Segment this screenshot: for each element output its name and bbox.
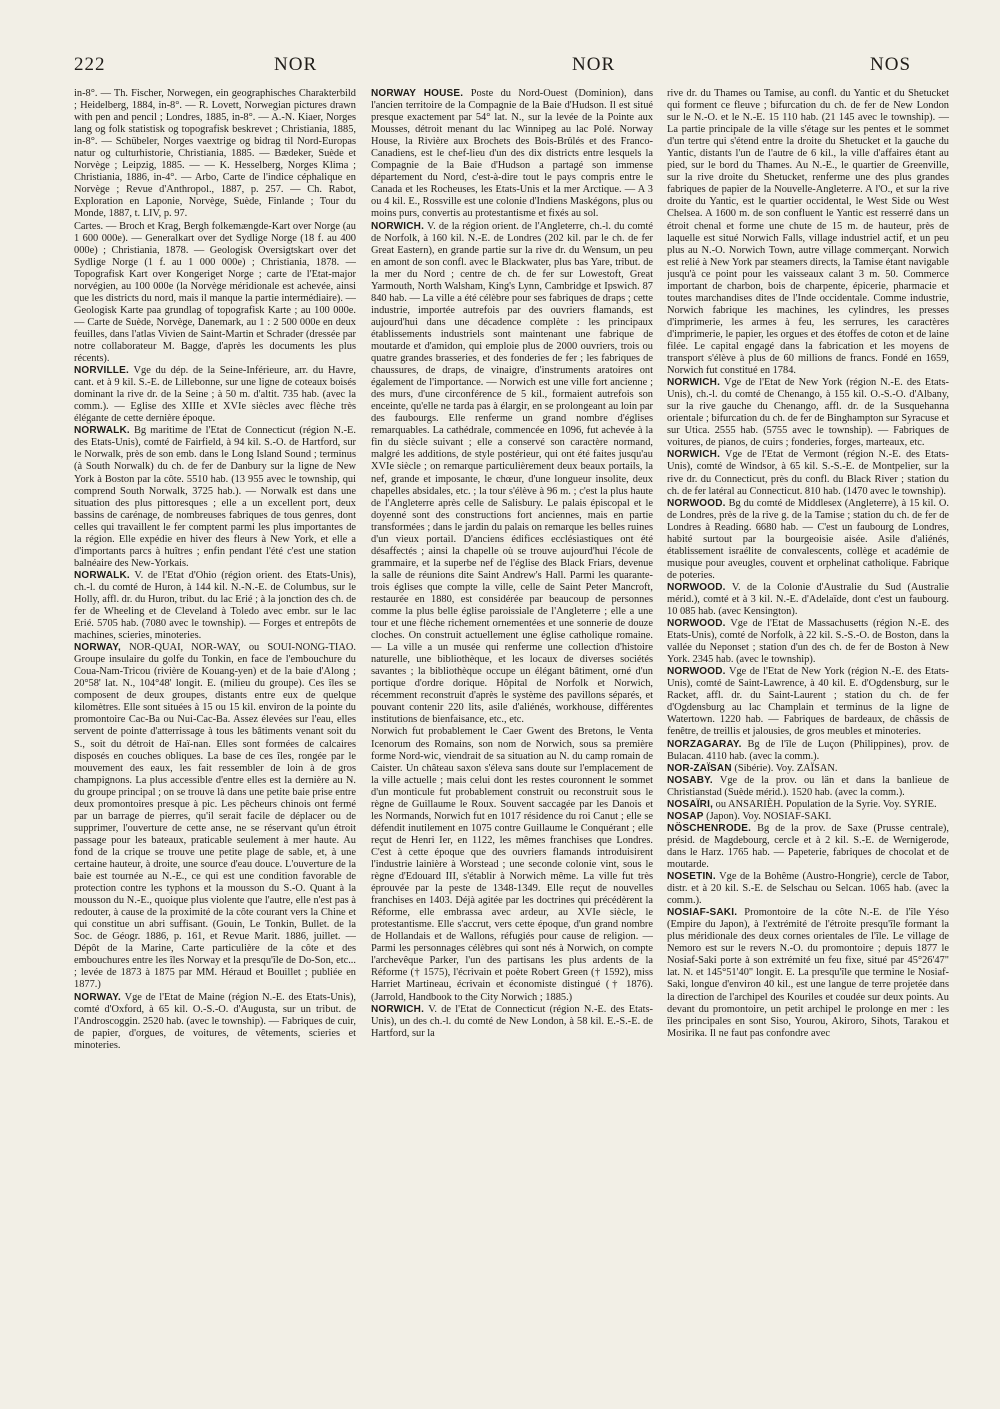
entry-text: V. de la Colonie d'Australie du Sud (Australie mérid.), comté et à 3 kil. N.-E. d'Adelaïde, dont c'est un faubourg. 10 085 hab. (avec Kensington). [667, 581, 949, 618]
entry-text: Bg du comté de Middlesex (Angleterre), à 15 kil. O. de Londres, près de la rive g. de la Tamise ; station du ch. de fer de Londres à Reading. 6680 hab. — C'est un faubourg de Londres, habité surtout par la bourgeoisie aisée. Asile d'aliénés, établissement israélite de convalescents, collège et académie de musique pour aveugles, couvent et orphelinat catholique. Fabrique de poteries. [667, 497, 949, 581]
entry-headword: NOR-ZAÏSAN [667, 762, 732, 774]
entry-headword: NOSAÏRI, [667, 798, 714, 810]
dictionary-entry [371, 221, 653, 727]
dictionary-entry [667, 618, 949, 666]
dictionary-entry [371, 1004, 653, 1040]
entry-headword: NORWICH. [667, 449, 721, 461]
entry-text: Poste du Nord-Ouest (Dominion), dans l'ancien territoire de la Compagnie de la Baie d'Hudson. Il est situé presque exactement par 54° lat. N., sur la levée de la Pointe aux Mousses, détroit menant du lac Winnipeg au lac Polé. Norway House, la Rivière aux Brochets des Bois-Brûlés et des Franco-Canadiens, est le chef-lieu d'un des dix districts entre lesquels la Compagnie de la Baie d'Hudson a partagé son immense département du Nord, c'est-à-dire tout le pays compris entre le Canada et les Rocheuses, les Etats-Unis et la mer Arctique. — A 3 ou 4 kil. E., Rossville est une colonie d'Indiens Maskégons, plus ou moins purs, convertis au protestantisme et fixés au sol. [371, 88, 653, 220]
entry-text: Vge de la prov. ou län et dans la banlieue de Christianstad (Suède mérid.). 1520 hab. (avec la comm.). [667, 774, 949, 798]
entry-text: (Japon). Voy. NOSIAF-SAKI. [706, 810, 832, 822]
entry-text: Vge de l'Etat de New York (région N.-E. des Etats-Unis), comté de Saint-Lawrence, à 40 kil. E. d'Ogdensburg, sur le Racket, affl. dr. du Saint-Laurent ; station du ch. de fer d'Ogdensburg au lac Champlain et terminus de la ligne de Watertown. 1220 hab. — Fabriques de bardeaux, de châssis de fenêtre, de treillis et jalousies, de gros meubles et minoteries. [667, 666, 949, 738]
entry-headword: NORWALK. [74, 425, 130, 437]
dictionary-entry [371, 88, 653, 221]
dictionary-entry [371, 726, 653, 1003]
dictionary-entry [74, 425, 356, 570]
dictionary-entry [667, 582, 949, 618]
entry-headword: NORWICH. [667, 377, 721, 389]
dictionary-entry [667, 666, 949, 738]
dictionary-entry [667, 811, 949, 823]
entry-text: Cartes. — Broch et Krag, Bergh folkemængde-Kart over Norge (au 1 600 000e). — Generalkart over det Sydlige Norge (18 f. au 400 000e) ; Christiania, 1878. — Geologisk Oversigtskart over det Sydlige Norge (1 f. au 1 000 000e) ; Christiania, 1878. — Topografisk Kart over Kongeriget Norge ; carte de l'Etat-major norvégien, au 100 000e (la Norvège méridionale est achevée, ainsi que les districts du nord, mais il manque la partie intermédiaire). — Geologisk Karte paa grundlag of topografisk Karte ; au 100 000e. — Carte de Suède, Norvège, Danemark, au 1 : 2 500 000e en deux feuilles, dans l'atlas Vivien de Saint-Martin et Schrader (dressée par notre collaborateur M. Bagge, d'après les documents les plus récents). [74, 220, 356, 365]
entry-headword: NORZAGARAY. [667, 738, 742, 750]
dictionary-entry [74, 221, 356, 366]
dictionary-entry [667, 377, 949, 449]
dictionary-entry [667, 907, 949, 1040]
entry-text: rive dr. du Thames ou Tamise, au confl. du Yantic et du Shetucket qui forment ce fleuve ; bifurcation du ch. de fer de New London sur le N.-O. et le N.-E. 15 110 hab. (21 145 avec le township). — La partie principale de la ville s'étage sur les pentes et le sommet d'un tertre qui s'étend entre la droite du Shetucket et la gauche du Yantic, distants l'un de l'autre de 6 kil., la ville d'affaires étant au pied, sur le bord du Thames. Au N.-E., le quartier de Greenville, sur la rive droite du Shetucket, renferme une des plus grandes fabriques de papier de la Nouvelle-Angleterre. A l'O., et sur la rive droite du Yantic, est le quartier occidental, le West Side ou West Chelsea. A 1600 m. de son confluent le Yantic est resserré dans un étroit chenal et forme une chute de 15 m. de hauteur, près de laquelle est situé Norwich Falls, village industriel actif, et un peu plus au N.-O. Norwich Town, autre village commerçant. Norwich est relié à New York par steamers directs, la Tamise étant navigable jusqu'à ce point pour les vaisseaux calant 3 m. 50. Commerce important de charbon, bois de charpente, épicerie, pharmacie et toutes marchandises dites de l'Inde occidentale. Comme industrie, Norwich fabrique les machines, les cylindres, les presses d'imprimerie, les armes à feu, les serrures, les caractères d'imprimerie, le papier, les orgues et des étoffes de coton et de laine filée. Le capital engagé dans la fabrication et les moyens de transport s'élève à plus de 60 millions de francs. Fondé en 1659, Norwich fut constitué en 1784. [667, 88, 949, 377]
dictionary-entry [667, 88, 949, 377]
entry-text: Vge de l'Etat de Maine (région N.-E. des Etats-Unis), comté d'Oxford, à 65 kil. O.-S.-O. d'Augusta, sur un tribut. de l'Androscoggin. 2520 hab. (avec le township). — Fabriques de cuir, de papier, d'orgues, de voitures, de vêtements, scieries et minoteries. [74, 991, 356, 1051]
entry-text: ou ANSARIÈH. Population de la Syrie. Voy. SYRIE. [715, 798, 937, 810]
dictionary-entry [74, 365, 356, 425]
page-number: 222 [74, 54, 106, 75]
entry-text: V. de l'Etat d'Ohio (région orient. des Etats-Unis), ch.-l. du comté de Huron, à 144 kil. N.-N.-E. de Columbus, sur le Holly, affl. dr. du Huron, tribut. du lac Erié ; à la jonction des ch. de fer de Wheeling et de Cleveland à Toledo avec embr. sur le lac Erié. 5705 hab. (7080 avec le township). — Forges et entrepôts de machines, scieries, minoteries. [74, 569, 356, 642]
entry-headword: NOSAP [667, 810, 704, 822]
entry-headword: NOSABY. [667, 774, 713, 786]
entry-headword: NORWOOD. [667, 666, 726, 678]
header-middle-word: NOR [572, 54, 616, 75]
entry-text: Vge de l'Etat de New York (région N.-E. des Etats-Unis), ch.-l. du comté de Chenango, à 155 kil. O.-S.-O. d'Albany, sur la rive gauche du Chenango, affl. dr. de la Susquehanna orientale ; bifurcation du ch. de fer de Binghampton sur Syracuse et sur Utica. 2555 hab. (5755 avec le township). — Fabriques de voitures, de pianos, de cuirs ; fonderies, forges, marteaux, etc. [667, 377, 949, 449]
entry-text: Vge de l'Etat de Massachusetts (région N.-E. des Etats-Unis), comté de Norfolk, à 22 kil. S.-S.-O. de Boston, dans la vallée du Neponset ; station d'un des ch. de fer de Boston à New York. 2345 hab. (avec le township). [667, 618, 949, 666]
entry-text: NOR-QUAI, NOR-WAY, ou SOUI-NONG-TIAO. Groupe insulaire du golfe du Tonkin, en face de l'embouchure du Coua-Nam-Tricou (rivière de Kouang-yen) et de la baie d'Along ; 20°58' lat. N., 104°48' longit. E. (milieu du groupe). Ces îles se composent de deux groupes, distants entre eux de quelque kilomètres. Elle sont situées à 15 ou 15 kil. environ de la pointe du promontoire Cac-Ba ou Nui-Cac-Ba. Assez élevées sur l'eau, elles servent de pointe d'atterrissage à tous les bâtiments venant soit du S., soit du détroit de Haï-nan. Elles sont formées de calcaires disposés en couches obliques. La base de ces îles, rongée par le mouvement des eaux, les fait ressembler de loin à de gros champignons. La plus accessible d'entre elles est la dernière au N. du groupe principal ; on se trouve là dans une petite baie prise entre deux promontoires presque à pic. Les pêcheurs chinois ont fermé par un barrage de pierres, qu'il serait facile de déplacer ou de supprimer, l'ouverture de cette anse, ne se réservant qu'un étroit passage pour les bateaux, praticable seulement à mer haute. Au fond de la crique se trouve une petite plage de sable, et, à une certaine hauteur, à droite, une source d'eau douce. L'ouverture de la baie est tournée au N.-E., ce qui est une condition favorable de protection contre les typhons et la mousson du S.-O. Quant à la mousson du N.-E., quoique plus violente que l'autre, elle n'est pas à redouter, à cause de la proximité de la côte courant vers la Chine et qui constitue un abri suffisant. (Gouin, Le Tonkin, Bullet. de la Soc. de Géogr. 1886, p. 161, et Revue Marit. 1886, juillet. — Dépôt de la Marine, Carte particulière de la côte et des embouchures entre les îles Norway et la presqu'île de Do-Son, etc... ; levée de 1873 à 1875 par MM. Héraud et Bouillet ; publiée en 1877.) [74, 642, 356, 991]
entry-text: Norwich fut probablement le Caer Gwent des Bretons, le Venta Icenorum des Romains, son nom de Norwich, sous sa première forme Nord-wic, viendrait de sa situation au N. du camp romain de Caister. Un château saxon s'éleva sans doute sur l'emplacement de la ville actuelle ; mais celui dont les restes couronnent le sommet d'un monticule fut probablement construit ou reconstruit sous le règne de Guillaume le Roux. Souvent saccagée par les Danois et les Normands, Norwich fut en 1017 résidence du roi Canut ; elle se défendit inutilement en 1075 contre Guillaume le Conquérant ; elle reçut de Henri Ier, en 1122, les mêmes franchises que Londres. C'est à cette époque que des ouvriers flamands introduisirent l'industrie lainière à Worstead ; une seconde colonie vint, sous le règne d'Edouard III, s'établir à Norwich même. La ville fut très éprouvée par la peste de 1348-1349. Elle reçut de nouvelles franchises en 1403. Déjà agitée par les doctrines qui précédèrent la Réforme, elle embrassa avec ardeur, au XVIe siècle, le protestantisme. Elle s'accrut, vers cette époque, d'un grand nombre de Hollandais et de Wallons, réfugiés pour cause de religion. — Parmi les personnages célèbres qui sont nés à Norwich, on compte l'archevêque Parker, l'un des partisans les plus ardents de la Réforme († 1575), l'écrivain et poète Robert Green († 1592), miss Harriet Martineau, écrivain et économiste distingué († 1876). (Jarrold, Handbook to the City Norwich ; 1885.) [371, 726, 653, 1003]
text-column-1 [74, 88, 356, 1388]
dictionary-entry [667, 498, 949, 582]
entry-headword: NORVILLE. [74, 365, 129, 377]
entry-headword: NORWICH. [371, 1003, 425, 1015]
header-right-word: NOS [870, 54, 912, 75]
entry-headword: NORWAY. [74, 991, 121, 1003]
dictionary-entry [74, 570, 356, 642]
running-header [74, 54, 960, 78]
entry-text: (Sibérie). Voy. ZAÏSAN. [734, 762, 838, 774]
dictionary-entry [74, 992, 356, 1052]
dictionary-entry [667, 823, 949, 871]
dictionary-entry [74, 642, 356, 991]
entry-text: Vge du dép. de la Seine-Inférieure, arr. du Havre, cant. et à 9 kil. S.-E. de Lillebonne, sur une ligne de coteaux boisés dominant la rive dr. de la Seine ; à 50 m. d'altit. 735 hab. (avec la comm.). — Eglise des XIIIe et XVIe siècles avec flèche très élégante de cette dernière époque. [74, 365, 356, 425]
entry-headword: NORWOOD. [667, 497, 726, 509]
entry-headword: NORWAY, [74, 642, 121, 654]
entry-headword: NORWOOD. [667, 581, 726, 593]
entry-text: Promontoire de la côte N.-E. de l'île Yéso (Empire du Japon), à l'extrémité de l'étroite presqu'île formant la plus méridionale des deux cornes orientales de l'île. Le village de Nemoro est sur le revers N.-O. du promontoire ; depuis 1877 le Nosiaf-Saki porte à son extrémité un feu fixe, situé par 45°26'47" lat. N. et 145°51'40" longit. E. La presqu'île que termine le Nosiaf-Saki, longue d'environ 40 kil., est une langue de terre projetée dans la direction de l'archipel des Kouriles et coudée sur deux points. Au devant du promontoire, un petit archipel le prolonge en mer : les îles principales en sont Siso, Yourou, Akiroro, Sihots, Tarakou et Mosirika. Il ne faut pas confondre avec [667, 907, 949, 1039]
text-column-3 [667, 88, 949, 1388]
entry-headword: NOSETIN. [667, 871, 716, 883]
entry-text: in-8°. — Th. Fischer, Norwegen, ein geographisches Charakterbild ; Heidelberg, 1884, in-8°. — R. Lovett, Norwegian pictures drawn with pen and pencil ; Londres, 1885, in-8°. — A.-N. Kiaer, Norges lang og folk statistisk og topografisk beskrevet ; Christiania, 1885, in-8°. — Schübeler, Norges vaextrige og bidrag til Nord-Europas natur og culturhistorie, Christiania, 1885. — Bædeker, Suède et Norvège ; Leipzig, 1885. — — K. Hesselberg, Norges Klima ; Christiania, 1886, in-4°. — Arbo, Carte de l'indice céphalique en Norvège ; Revue d'Anthropol., 1887, p. 257. — Ch. Rabot, Exploration en Laponie, Norvège, Suède, Finlande ; Tour du Monde, 1887, t. LIV, p. 97. [74, 88, 356, 220]
entry-text: Vge de la Bohême (Austro-Hongrie), cercle de Tabor, distr. et à 20 kil. S.-E. de Selschau ou Selcan. 1065 hab. (avec la comm.). [667, 871, 949, 907]
entry-text: Vge de l'Etat de Vermont (région N.-E. des Etats-Unis), comté de Windsor, à 65 kil. S.-S.-E. de Montpelier, sur la rive dr. du Connecticut, près du confl. du Black River ; station du ch. de fer latéral au Connecticut. 810 hab. (1470 avec le township). [667, 449, 949, 497]
entry-text: Bg de l'île de Luçon (Philippines), prov. de Bulacan. 4110 hab. (avec la comm.). [667, 738, 949, 762]
dictionary-entry [667, 763, 949, 775]
entry-text: Bg maritime de l'Etat de Connecticut (région N.-E. des Etats-Unis), comté de Fairfield, à 94 kil. S.-O. de Hartford, sur le Norwalk, près de son emb. dans le Long Island Sound ; terminus (à South Norwalk) du ch. de fer de Danbury sur la ligne de New York à Boston par la côte. 5510 hab. (13 955 avec le township, qui comprend South Norwalk, 3725 hab.). — Norwalk est dans une situation des plus pittoresques ; elle a un excellent port, deux bassins de carénage, de nombreuses fabriques de tous genres, dont celles qui travaillent le fer comptent parmi les plus importantes de la région. Elle expédie en hiver des fleurs à New York, et elle a d'importants parcs à huîtres ; enfin pendant l'été c'est une station balnéaire des New-Yorkais. [74, 425, 356, 569]
dictionary-entry [667, 775, 949, 799]
entry-headword: NORWAY HOUSE. [371, 88, 464, 99]
dictionary-entry [667, 871, 949, 907]
header-left-word: NOR [274, 54, 318, 75]
entry-headword: NORWICH. [371, 220, 425, 232]
entry-headword: NOSIAF-SAKI. [667, 907, 738, 919]
dictionary-entry [667, 739, 949, 763]
text-column-2 [371, 88, 653, 1388]
dictionary-entry [667, 449, 949, 497]
dictionary-entry [667, 799, 949, 811]
entry-headword: NORWALK. [74, 569, 130, 581]
entry-headword: NORWOOD. [667, 618, 726, 630]
dictionary-entry [74, 88, 356, 221]
entry-text: V. de l'Etat de Connecticut (région N.-E. des Etats-Unis), un des ch.-l. du comté de New London, à 58 kil. E.-S.-E. de Hartford, sur la [371, 1003, 653, 1039]
entry-headword: NÖSCHENRODE. [667, 822, 752, 834]
entry-text: V. de la région orient. de l'Angleterre, ch.-l. du comté de Norfolk, à 160 kil. N.-E. de Londres (202 kil. par le ch. de fer Great Eastern), en grande partie sur la rive dr. du Wensum, un peu en amont de son confl. avec le Blackwater, plus bas Yare, tribut. de la mer du Nord ; centre de ch. de fer sur Lowestoft, Great Yarmouth, North Walsham, King's Lynn, Cambridge et Ipswich. 87 840 hab. — La ville a été célèbre pour ses fabriques de draps ; cette industrie, importée autrefois par des ouvriers flamands, est aujourd'hui dans une décadence complète : les principaux établissements industriels sont maintenant une fabrique de moutarde et d'amidon, qui emploie plus de 2000 ouvriers, trois ou quatre grandes brasseries, et des fonderies de fer ; les fabriques de chaussures, de draps, de vinaigre, d'instruments aratoires ont également de l'importance. — Norwich est une ville fort ancienne ; des murs, d'une circonférence de 5 kil., formaient autrefois son enceinte, qu'elle ne tarda pas à élargir, en se prolongeant au loin par des faubourgs. Elle renferme un grand nombre d'églises remarquables. La cathédrale, commencée en 1096, fut achevée à la fin du siècle suivant ; elle a conservé son caractère normand, malgré les additions, de style postérieur, qui ont été faites jusqu'au XVIe siècle ; on remarque particulièrement deux beaux portails, la nef, grande et imposante, le chœur, d'une longueur insolite, deux chapelles absidales, etc. ; la tour s'élève à 96 m. ; c'est la plus haute de l'Angleterre après celle de Salisbury. Le palais épiscopal et le doyenné sont des constructions fort anciennes, mais en partie transformées ; dans le jardin du palais on remarque les belles ruines d'un vieux portail. D'anciens édifices ecclésiastiques ont été désaffectés ; ainsi la chapelle où se trouve aujourd'hui l'école de grammaire, et la superbe nef de l'église des Black Friars, devenue la salle de réunions dite Saint Andrew's Hall. Parmi les quarante-trois églises que compte la ville, celle de Saint Peter Mancroft, restaurée en 1880, est considérée par beaucoup de personnes comme la plus belle église paroissiale de l'Angleterre ; elle a une tour et une flèche richement ornementées et une sonnerie de douze cloches. On construit actuellement une église catholique romaine. — La ville a un musée qui renferme une collection d'histoire naturelle, une bibliothèque, et les locaux de diverses sociétés savantes ; la bibliothèque occupe un élégant bâtiment, orné d'un portique d'ordre dorique. Hôpital de Norfolk et Norwich, récemment reconstruit d'après le système des pavillons séparés, et pouvant contenir 220 lits, asile d'aliénés, workhouse, différentes institutions de bienfaisance, etc., etc. [371, 220, 653, 726]
entry-text: Bg de la prov. de Saxe (Prusse centrale), présid. de Magdebourg, cercle et à 2 kil. S.-E. de Wernigerode, dans le Harz. 1765 hab. — Papeterie, fabriques de chocolat et de moutarde. [667, 822, 949, 870]
